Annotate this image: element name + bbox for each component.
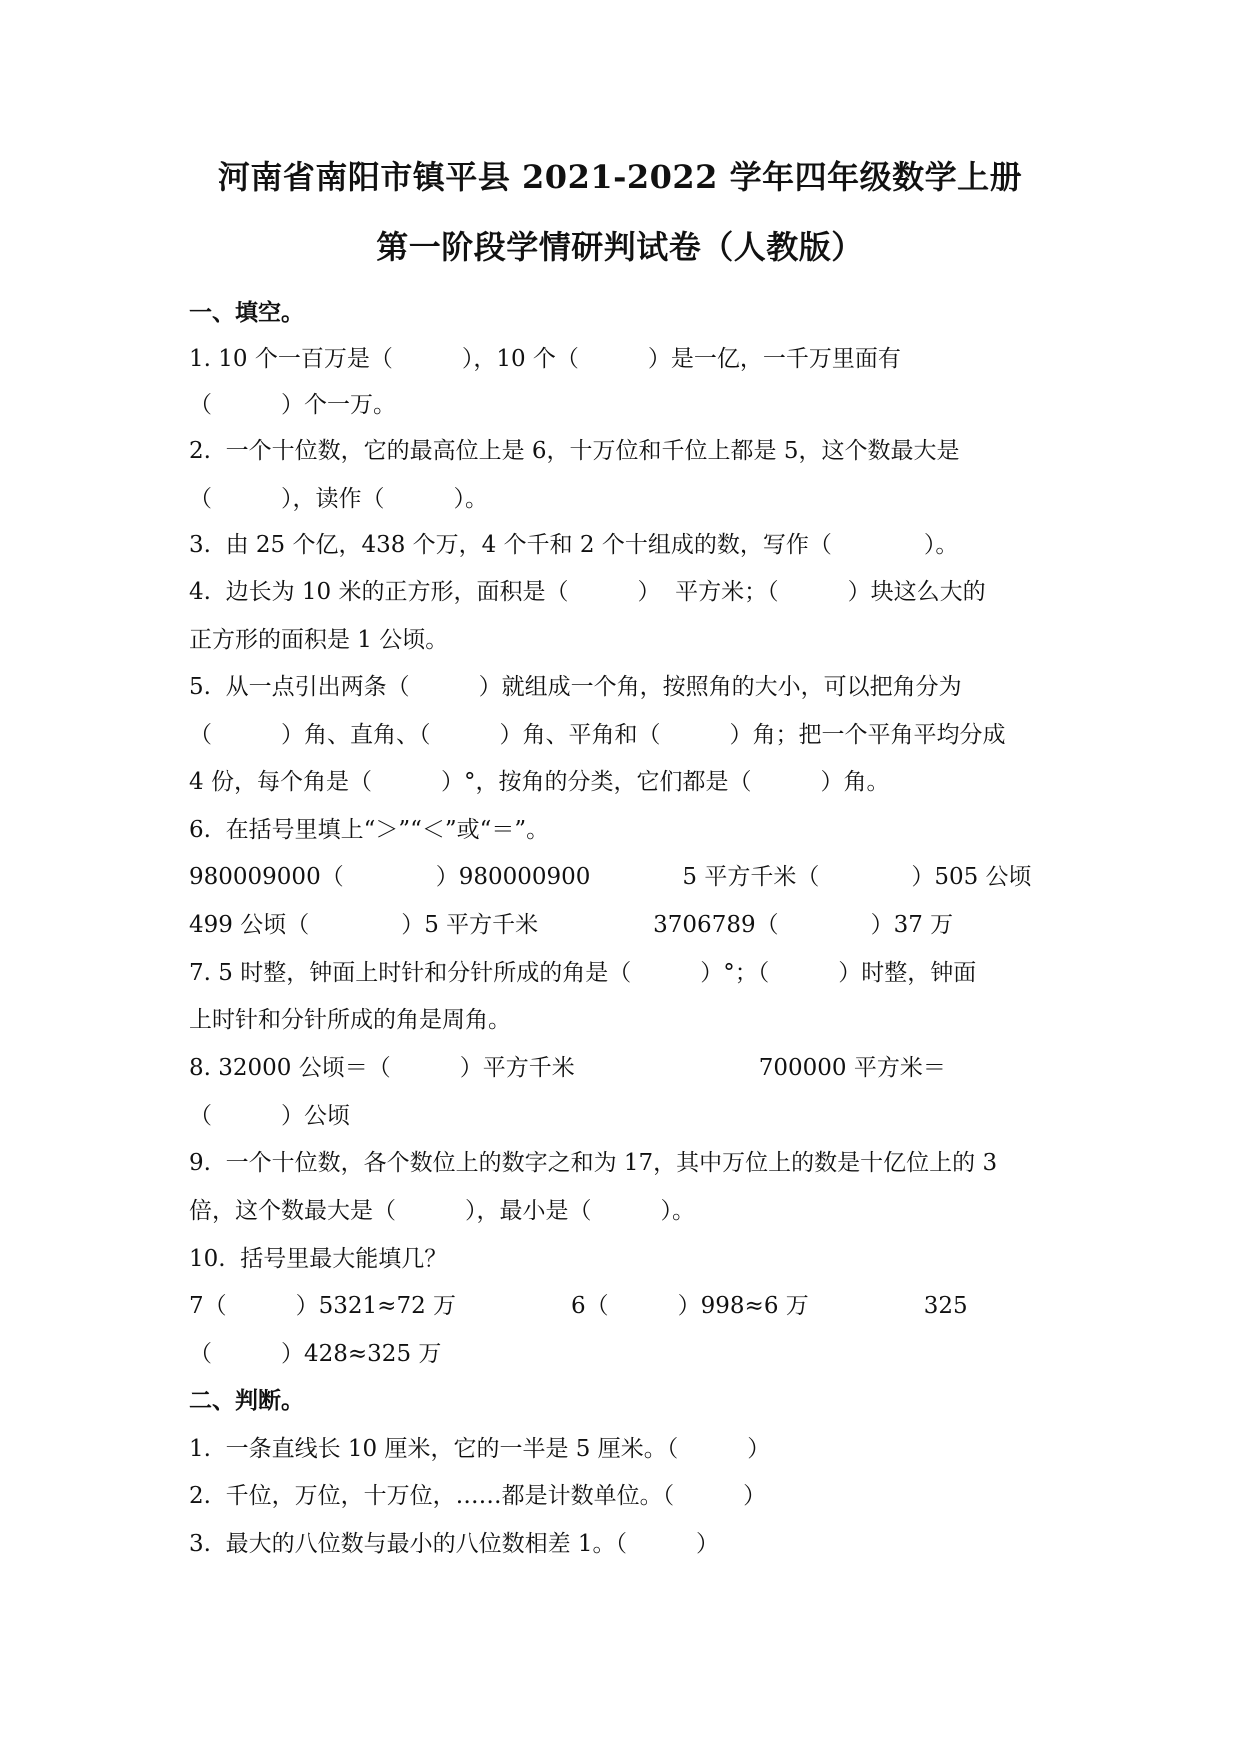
question-line: （ ）公顷 xyxy=(189,1103,350,1129)
question-line: 8. 32000 公顷＝（ ）平方千米 700000 平方米＝ xyxy=(189,1055,946,1081)
question-line: 3. 最大的八位数与最小的八位数相差 1。（ ） xyxy=(189,1531,720,1557)
question-line: 6. 在括号里填上“＞”“＜”或“＝”。 xyxy=(189,817,550,843)
question-line: 1. 10 个一百万是（ ），10 个（ ）是一亿，一千万里面有 xyxy=(189,346,901,372)
question-line: 980009000（ ）980000900 5 平方千米（ ）505 公顷 xyxy=(189,864,1032,890)
question-line: 倍，这个数最大是（ ），最小是（ ）。 xyxy=(189,1198,695,1224)
question-line: （ ）428≈325 万 xyxy=(189,1341,442,1367)
question-line: （ ）个一万。 xyxy=(189,392,396,418)
exam-title-line2: 第一阶段学情研判试卷（人教版） xyxy=(376,228,864,266)
question-line: 正方形的面积是 1 公顷。 xyxy=(189,627,449,653)
question-line: 2. 千位，万位，十万位，……都是计数单位。（ ） xyxy=(189,1483,767,1509)
section-heading-judgment: 二、判断。 xyxy=(189,1387,304,1414)
question-line: 7（ ）5321≈72 万 6（ ）998≈6 万 325 xyxy=(189,1293,968,1319)
question-line: 9. 一个十位数，各个数位上的数字之和为 17，其中万位上的数是十亿位上的 3 xyxy=(189,1150,998,1176)
question-line: 2. 一个十位数，它的最高位上是 6，十万位和千位上都是 5，这个数最大是 xyxy=(189,438,960,464)
question-line: 1. 一条直线长 10 厘米，它的一半是 5 厘米。（ ） xyxy=(189,1436,771,1462)
question-line: 4. 边长为 10 米的正方形，面积是（ ） 平方米；（ ）块这么大的 xyxy=(189,579,986,605)
question-line: 10. 括号里最大能填几？ xyxy=(189,1246,448,1272)
section-heading-fill-in: 一、填空。 xyxy=(189,299,304,326)
question-line: 上时针和分针所成的角是周角。 xyxy=(189,1007,511,1033)
question-line: 4 份，每个角是（ ）°，按角的分类，它们都是（ ）角。 xyxy=(189,769,890,795)
question-line: 7. 5 时整，钟面上时针和分针所成的角是（ ）°；（ ）时整，钟面 xyxy=(189,960,977,986)
question-line: （ ），读作（ ）。 xyxy=(189,486,488,512)
question-line: 499 公顷（ ）5 平方千米 3706789（ ）37 万 xyxy=(189,912,954,938)
question-line: 5. 从一点引出两条（ ）就组成一个角，按照角的大小，可以把角分为 xyxy=(189,674,962,700)
question-line: （ ）角、直角、（ ）角、平角和（ ）角；把一个平角平均分成 xyxy=(189,722,1006,748)
question-line: 3. 由 25 个亿，438 个万，4 个千和 2 个十组成的数，写作（ ）。 xyxy=(189,532,959,558)
exam-title-line1: 河南省南阳市镇平县 2021-2022 学年四年级数学上册 xyxy=(217,158,1023,196)
